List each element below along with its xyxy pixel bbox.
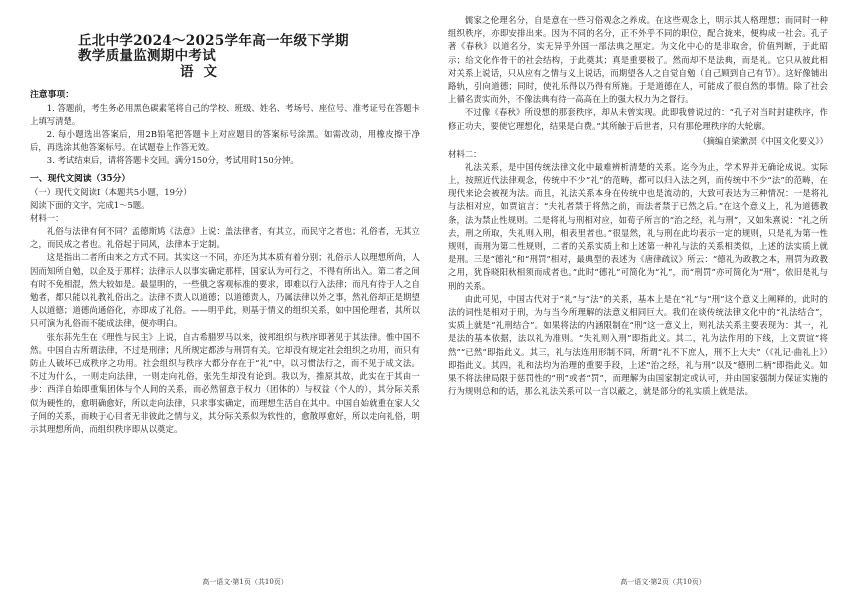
subject-title: 语文 xyxy=(180,64,227,80)
passage-paragraph: 礼俗与法律有何不同？孟德斯鸠《法意》上说：盖法律者，有其立，而民守之者也；礼俗者，无其立之，而民成之者也。礼俗起于同风，法律本于定制。 xyxy=(30,226,420,250)
reading-instruction: 阅读下面的文字，完成1～5题。 xyxy=(30,200,150,210)
exam-title-line2: 教学质量监测期中考试 xyxy=(78,48,216,64)
passage-paragraph: 由此可见，中国古代对于“礼”与“法”的关系，基本上是在“礼”与“刑”这个意义上阐释的，此时的法的词性是相对于刑，为与当今所理解的法意义相同巨大。我们在谈传统法律文化中的“礼法结合”，实质上就是“礼刑结合”。如果将法的内涵限制在“刑”这一意义上，则礼法关系主要表现为：其一，礼是法的基本依据，法以礼为准则。“失礼则入刑”即指此义。其二，礼为法作用的下线，上文贾谊“将然”“已然”即指此义。其三，礼与法连用形制不同，所谓“礼不下庶人，刑不上大夫”（《礼记·曲礼上》）即指此义。其四，礼和法均为治理的重要手段，上述“治之经，礼与刑”以及“德刑二柄”即指此义。如果不将法律局限于惩罚性的“刑”或者“罚”，而理解为由国家制定或认可，并由国家强制力保证实施的行为规则总和的话，那么礼法关系可以一言以蔽之，就是部分的礼实质上就是法。 xyxy=(448,293,828,397)
section-heading: 一、现代文阅读（35分） xyxy=(30,174,131,184)
passage-paragraph: 儒家之伦理名分，自是意在一些习俗观念之养成。在这些观念上，明示其人格理想；而同时一种组织秩序，亦即安排出来。因为不同的名分，正不外乎不同的职位，配合拢来，便构成一社会。孔子著《春秋》以道名分，实无异乎外国一部法典之厘定。为文化中心的是非取舍，价值判断，于此昭示；给文化作骨干的社会结构，于此奠其；真是重要极了。然而却不是法典，而是礼。它只从彼此相对关系上说话，只从应有之情与义上说话，而期望各人之自觉自勉（自己顾到自己有节）。这好像铺出路轨，引向道德；同时，使礼乐得以乃得有所施。于是道德在人，可能成了很自然的事情。除了社会上循名责实而外，不像法典有待一高高在上的强大权力为之督行。 xyxy=(448,15,828,105)
note-item-2: 2. 每小题选出答案后，用2B铅笔把答题卡上对应题目的答案标号涂黑。如需改动，用橡皮擦干净后，再选涂其他答案标号。在试题卷上作答无效。 xyxy=(30,129,420,152)
exam-title-line1: 丘北中学2024～2025学年高一年级下学期 xyxy=(78,33,349,49)
exam-page-right xyxy=(430,0,860,592)
material-label: 材料一： xyxy=(30,213,64,223)
notes-heading: 注意事项： xyxy=(30,90,74,100)
source-citation: （摘编自梁漱溟《中国文化要义》） xyxy=(698,135,828,146)
note-item-3: 3. 考试结束后，请将答题卡交回。满分150分，考试用时150分钟。 xyxy=(46,155,299,165)
material-label: 材料二： xyxy=(448,148,482,159)
passage-paragraph: 礼法关系，是中国传统法律文化中最难辨析清楚的关系。迄今为止，学术界并无确论成说。实际上，按照近代法律观念，传统中不少“礼”的范畴，都可以归入法之列，而传统中不少“法”的范畴，在现代来论会被视为法。而且，礼法关系本身在传统中也是流动的，大致可表达为三种情况：一是将礼与法相对应，如贾谊言：“夫礼者禁于将然之前，而法者禁于已然之后。”在这个意义上，礼为道德教条，法为禁止性规则。二是将礼与刑相对应，如荀子所言的“治之经，礼与刑”，又如朱熹说：“礼之所去，刑之所取，失礼则入刑，相表里者也。”很显然，礼与刑在此均表示一定的规则，只是礼为第一性规则，而刑为第二性规则，二者的关系实质上和上述第一种礼与法的关系相类似，上述的法实质上就是刑。三是“德礼”和“刑罚”相对，最典型的表述为《唐律疏议》所云：“德礼为政教之本，刑罚为政教之用，犹昏晓阳秋相须而成者也。”此时“德礼”可简化为“礼”，而“刑罚”亦可简化为“刑”，依旧是礼与刑的关系。 xyxy=(448,161,828,291)
passage-paragraph: 这是指出二者所由来之方式不同。其实这一不同，亦还为其本质有着分别；礼俗示人以理想所尚，人因而知所自勉，以企及于那样；法律示人以事实确定那样，国家认为可行之，不得有所出入。第二者之间有时不免相混，然大较如是。最显明的，一些俄之客观标准的要求，即难以行入法律；而凡有待于人之自勉者，都只能以礼教礼俗出之。法律不责人以道德；以道德责人，乃属法律以外之事，然礼俗却正是期望人以道德；道德尚通俗化，亦即成了礼俗。——明乎此，则基于情义的组织关系，如中国伦理者，其所以只可演为礼俗而不能成法律，便亦明白。 xyxy=(30,252,420,329)
page-footer: 高一语文·第2页（共10页） xyxy=(620,578,706,586)
passage-paragraph: 不过像《春秋》所设想的那套秩序，却从未曾实现。此即我曾说过的：“孔子对当时封建秩序，作修正功夫，要使它理想化，结果是白费。”其所触于后世者，只有那伦理秩序的大轮廓。 xyxy=(448,107,828,131)
subsection-heading: （一）现代文阅读Ⅰ（本题共5小题，19分） xyxy=(30,187,192,197)
passage-paragraph: 张东荪先生在《理性与民主》上说，自古希腊罗马以来，彼邦组织与秩序即著见于其法律。惟中国不然。中国自古所谓法律，不过是刑律；凡所规定都涉与刑罚有关。它却没有规定社会组织之功用，而只有防止人破坏已成秩序之功用。社会组织与秩序大都分存在于“礼”中，以习惯法行之，而不见于成文法。不过为什么，一则走向法律，一则走向礼俗，张先生却没有论到。我以为，推原其故，此实在于其由一步：西洋自始即重集团体与个人间的关系，而必然留意于权力（团体的）与权益（个人的），其分际关系似为硬性的，愈明确愈好，所以走向法律，只求事实确定，而理想生活自在其中。中国自始就重在家人父子间的关系，而映于心目者无非彼此之情与义，其分际关系似为软性的，愈散厚愈好，所以走向礼俗，明示其理想所尚，而组织秩序即从以奠定。 xyxy=(30,331,420,435)
page-footer: 高一语文·第1页（共10页） xyxy=(202,578,288,586)
note-item-1: 1. 答题前，考生务必用黑色碳素笔将自己的学校、班级、姓名、考场号、座位号、准考证号在答题卡上填写清楚。 xyxy=(30,103,420,126)
